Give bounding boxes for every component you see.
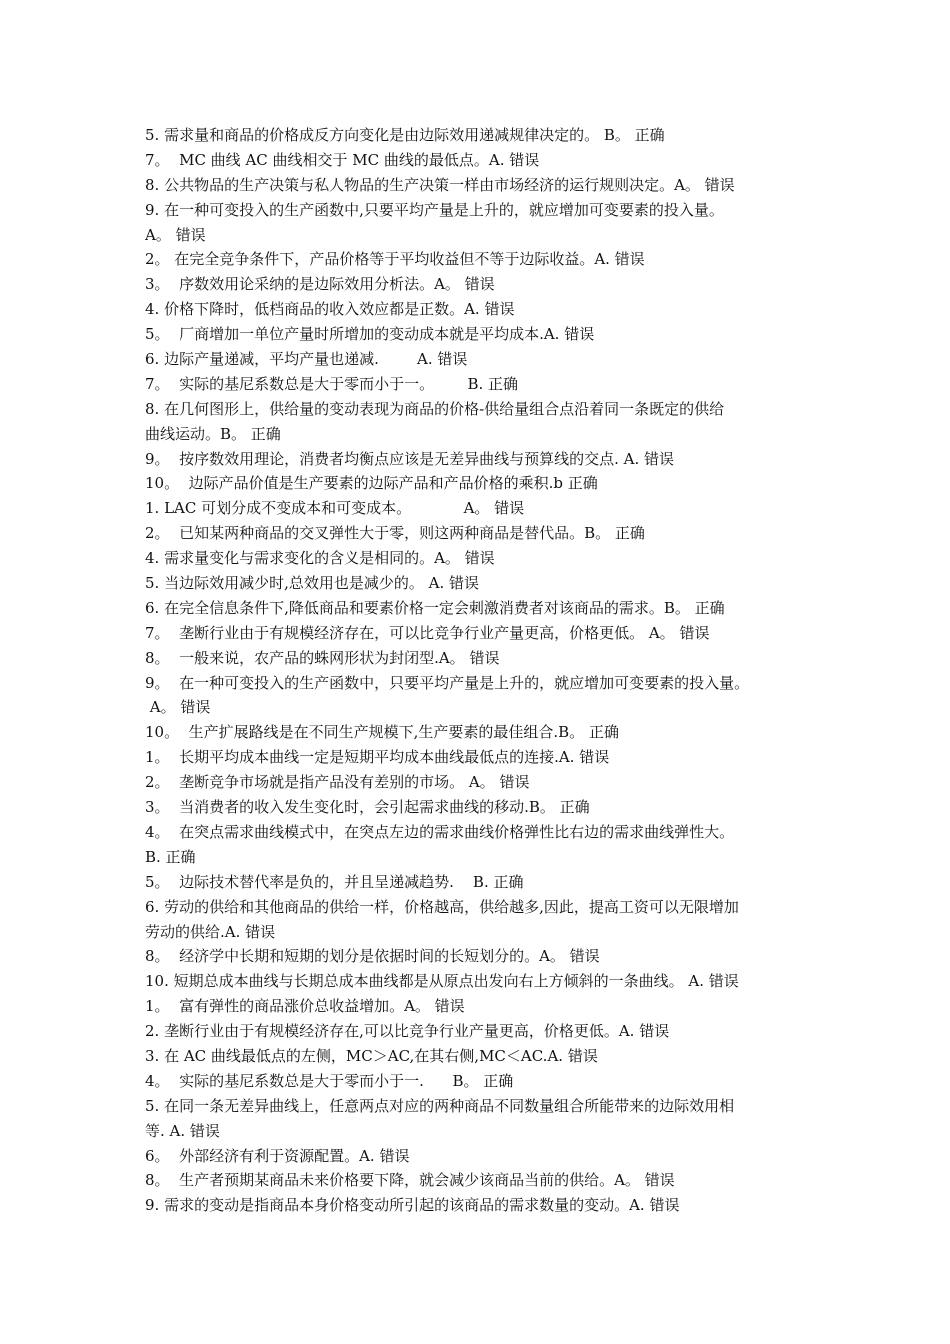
text-line: 2。 在完全竞争条件下，产品价格等于平均收益但不等于边际收益。A. 错误 (145, 250, 645, 269)
text-line: 10。 边际产品价值是生产要素的边际产品和产品价格的乘积.b 正确 (145, 474, 598, 493)
text-line: 6. 边际产量递减，平均产量也递减. A. 错误 (145, 350, 468, 369)
text-line: 4。 实际的基尼系数总是大于零而小于一. B。 正确 (145, 1071, 514, 1090)
text-line: 10。 生产扩展路线是在不同生产规模下,生产要素的最佳组合.B。 正确 (145, 723, 619, 742)
text-line: 7。 实际的基尼系数总是大于零而小于一。 B. 正确 (145, 374, 519, 393)
text-line: 8. 公共物品的生产决策与私人物品的生产决策一样由市场经济的运行规则决定。A。 错误 (145, 175, 735, 194)
text-line: 6。 外部经济有利于资源配置。A. 错误 (145, 1146, 410, 1165)
text-line: 4. 需求量变化与需求变化的含义是相同的。A。 错误 (145, 549, 495, 568)
text-line: 9。 在一种可变投入的生产函数中，只要平均产量是上升的，就应增加可变要素的投入量。 (145, 673, 750, 692)
text-line: A。 错误 (145, 698, 211, 717)
text-line: 10. 短期总成本曲线与长期总成本曲线都是从原点出发向右上方倾斜的一条曲线。 A. 错误 (145, 972, 739, 991)
text-line: 5. 需求量和商品的价格成反方向变化是由边际效用递减规律决定的。 B。 正确 (145, 126, 665, 144)
text-line: 2。 垄断竞争市场就是指产品没有差别的市场。 A。 错误 (145, 773, 530, 792)
text-line: 等. A. 错误 (145, 1121, 220, 1140)
text-line: 4。 在突点需求曲线模式中，在突点左边的需求曲线价格弹性比右边的需求曲线弹性大。 (145, 822, 735, 841)
text-line: 4. 价格下降时，低档商品的收入效应都是正数。A. 错误 (145, 300, 515, 319)
text-line: 7。 MC 曲线 AC 曲线相交于 MC 曲线的最低点。A. 错误 (145, 150, 540, 169)
text-line: 3。 当消费者的收入发生变化时，会引起需求曲线的移动.B。 正确 (145, 798, 590, 817)
text-line: 6. 在完全信息条件下,降低商品和要素价格一定会刺激消费者对该商品的需求。B。 正确 (145, 598, 725, 617)
text-line: 3. 在 AC 曲线最低点的左侧，MC＞AC,在其右侧,MC＜AC.A. 错误 (145, 1046, 598, 1065)
text-line: 1. LAC 可划分成不变成本和可变成本。 A。 错误 (145, 499, 525, 518)
text-line: 3。 序数效用论采纳的是边际效用分析法。A。 错误 (145, 275, 495, 294)
document-body (145, 123, 825, 1218)
text-line: 5. 当边际效用减少时,总效用也是减少的。 A. 错误 (145, 574, 479, 593)
text-line: 8. 在几何图形上，供给量的变动表现为商品的价格-供给量组合点沿着同一条既定的供给 (145, 399, 725, 418)
text-line: 5。 厂商增加一单位产量时所增加的变动成本就是平均成本.A. 错误 (145, 325, 595, 344)
text-line: 1。 富有弹性的商品涨价总收益增加。A。 错误 (145, 997, 465, 1016)
text-line: 5。 边际技术替代率是负的，并且呈递减趋势. B. 正确 (145, 872, 524, 891)
text-line: B. 正确 (145, 847, 196, 866)
text-line: 8。 生产者预期某商品未来价格要下降，就会减少该商品当前的供给。A。 错误 (145, 1171, 675, 1190)
text-line: 1。 长期平均成本曲线一定是短期平均成本曲线最低点的连接.A. 错误 (145, 748, 610, 767)
text-line: 8。 经济学中长期和短期的划分是依据时间的长短划分的。A。 错误 (145, 947, 600, 966)
text-line: 劳动的供给.A. 错误 (145, 922, 276, 941)
text-line: 9. 在一种可变投入的生产函数中,只要平均产量是上升的，就应增加可变要素的投入量。 (145, 200, 724, 219)
text-line: 2. 垄断行业由于有规模经济存在,可以比竞争行业产量更高，价格更低。A. 错误 (145, 1022, 670, 1041)
text-line: A。 错误 (145, 225, 206, 244)
text-line: 2。 已知某两种商品的交叉弹性大于零，则这两种商品是替代品。B。 正确 (145, 524, 645, 543)
text-line: 8。 一般来说，农产品的蛛网形状为封闭型.A。 错误 (145, 648, 500, 667)
text-line: 曲线运动。B。 正确 (145, 424, 281, 443)
text-line: 9. 需求的变动是指商品本身价格变动所引起的该商品的需求数量的变动。A. 错误 (145, 1196, 680, 1215)
text-line: 6. 劳动的供给和其他商品的供给一样，价格越高，供给越多,因此，提高工资可以无限增加 (145, 897, 739, 916)
text-line: 7。 垄断行业由于有规模经济存在，可以比竞争行业产量更高，价格更低。 A。 错误 (145, 623, 710, 642)
text-line: 5. 在同一条无差异曲线上，任意两点对应的两种商品不同数量组合所能带来的边际效用相 (145, 1096, 735, 1115)
text-line: 9。 按序数效用理论，消费者均衡点应该是无差异曲线与预算线的交点. A. 错误 (145, 449, 674, 468)
